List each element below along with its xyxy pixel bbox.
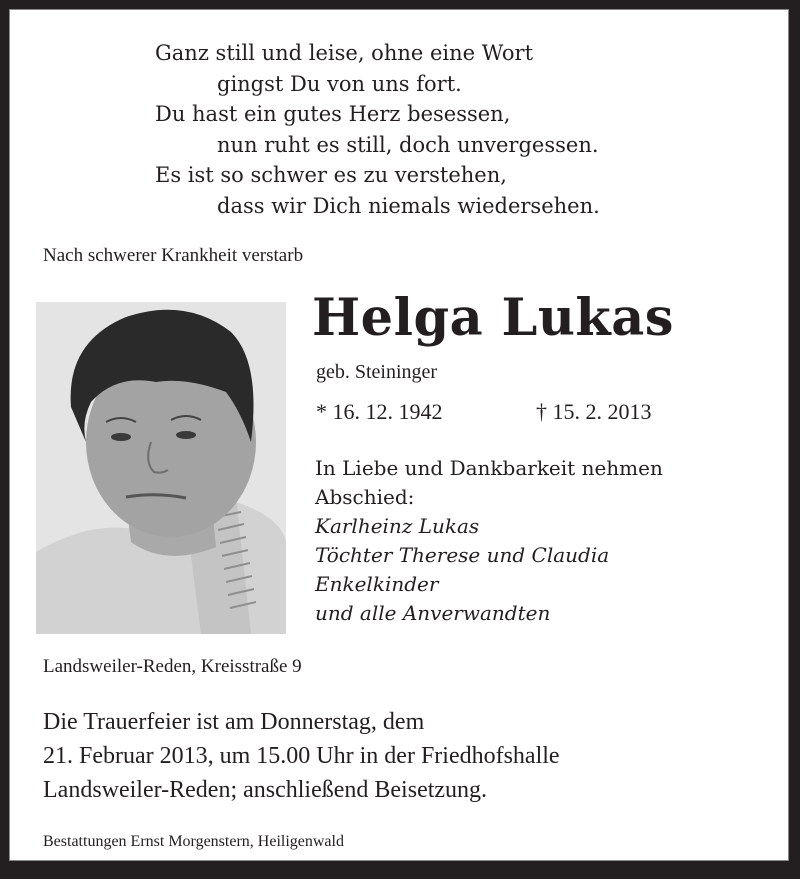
poem-line: Ganz still und leise, ohne eine Wort [155,41,534,65]
poem [155,38,600,221]
mourner-name: Töchter Therese und Claudia [315,543,610,567]
portrait-photo [36,302,286,634]
undertaker-credit: Bestattungen Ernst Morgenstern, Heiligenwald [43,833,344,850]
poem-line: Es ist so schwer es zu verstehen, [155,163,507,187]
mourner-name: Karlheinz Lukas [315,514,480,538]
mourners-block [315,454,663,628]
birth-date: * 16. 12. 1942 [316,399,443,424]
poem-line: nun ruht es still, doch unvergessen. [217,132,599,157]
intro-text: Nach schwerer Krankheit verstarb [43,245,304,266]
mourner-name: Enkelkinder [315,572,439,596]
death-date: † 15. 2. 2013 [536,399,652,424]
funeral-service-info [43,705,560,807]
maiden-name: geb. Steininger [316,361,438,383]
poem-line: gingst Du von uns fort. [217,71,462,96]
poem-line: dass wir Dich niemals wiedersehen. [217,193,600,218]
portrait-image-icon [36,302,286,634]
mourner-name: und alle Anverwandten [315,601,551,625]
service-line: Landsweiler-Reden; anschließend Beisetzung. [43,777,488,803]
poem-line: Du hast ein gutes Herz besessen, [155,102,511,126]
service-line: Die Trauerfeier ist am Donnerstag, dem [43,709,425,735]
obituary-notice [9,9,789,861]
service-line: 21. Februar 2013, um 15.00 Uhr in der Friedhofshalle [43,743,560,769]
mourners-intro: Abschied: [315,485,415,509]
family-address: Landsweiler-Reden, Kreisstraße 9 [43,656,302,677]
deceased-name: Helga Lukas [312,288,675,348]
mourners-intro: In Liebe und Dankbarkeit nehmen [315,456,663,480]
